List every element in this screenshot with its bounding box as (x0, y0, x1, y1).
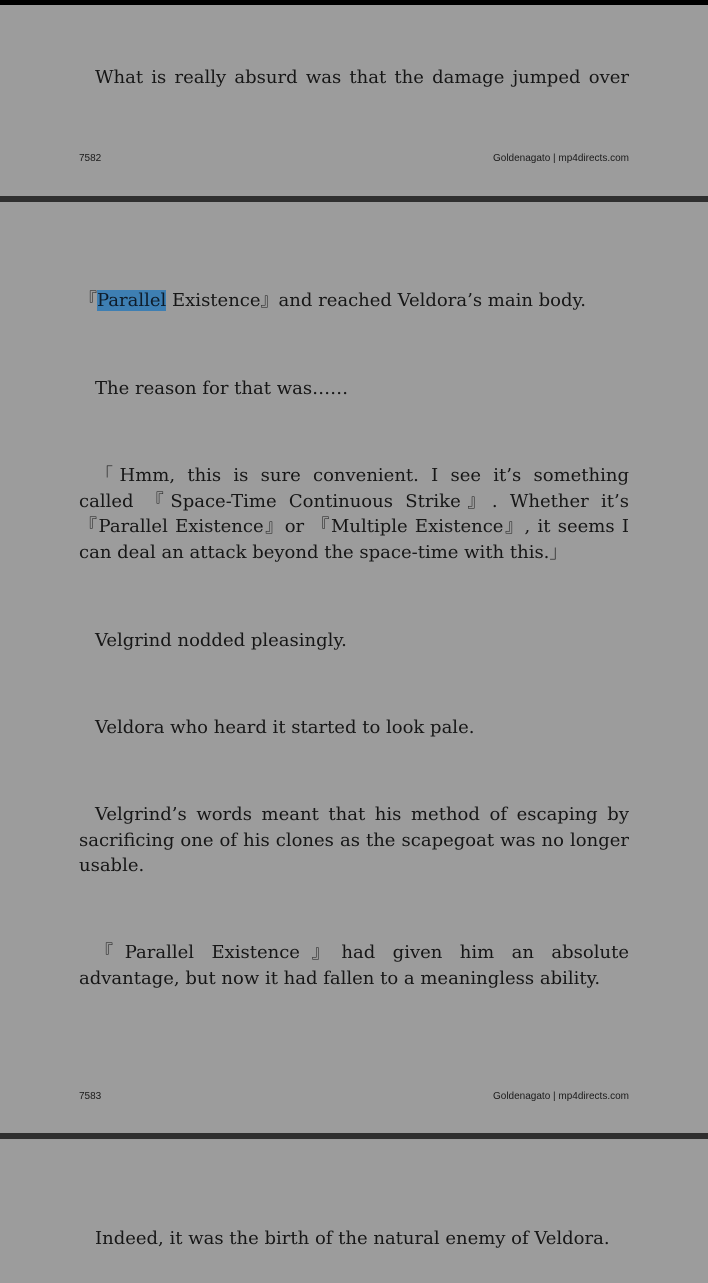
paragraph-veldora-pale: Veldora who heard it started to look pale. (95, 717, 475, 738)
ebook-page-next[interactable] (0, 1139, 708, 1283)
ebook-page-7583[interactable] (0, 202, 708, 1133)
paragraph-dialogue-velgrind: 「Hmm, this is sure convenient. I see it’s something called 『Space-Time Continuous Strike』. Whether it’s 『Parallel Existence』or 『Multiple Existence』, it seems I can deal an attack beyond the space-time with this.」 (79, 465, 629, 563)
paragraph-velgrind-nodded: Velgrind nodded pleasingly. (95, 630, 347, 651)
ebook-page-7582[interactable] (0, 5, 708, 196)
text-selection-highlight[interactable]: Parallel (97, 290, 167, 311)
open-bracket: 『 (79, 290, 97, 311)
paragraph-rest: Existence』and reached Veldora’s main body. (166, 290, 587, 311)
paragraph-reached-main-body (79, 288, 629, 314)
page-source: Goldenagato | mp4directs.com (492, 1091, 629, 1102)
paragraph-damage-jumped: What is really absurd was that the damage jumped over (95, 67, 629, 88)
page-number: 7582 (79, 153, 102, 164)
paragraph-natural-enemy: Indeed, it was the birth of the natural enemy of Veldora. (95, 1228, 610, 1249)
paragraph-parallel-existence: 『Parallel Existence』had given him an absolute advantage, but now it had fallen to a meaningless ability. (79, 942, 629, 989)
page-number: 7583 (79, 1091, 102, 1102)
paragraph-escape-method: Velgrind’s words meant that his method of escaping by sacrificing one of his clones as the scapegoat was no longer usable. (79, 804, 629, 876)
paragraph-reason: The reason for that was…… (95, 378, 349, 399)
page-source: Goldenagato | mp4directs.com (492, 153, 629, 164)
